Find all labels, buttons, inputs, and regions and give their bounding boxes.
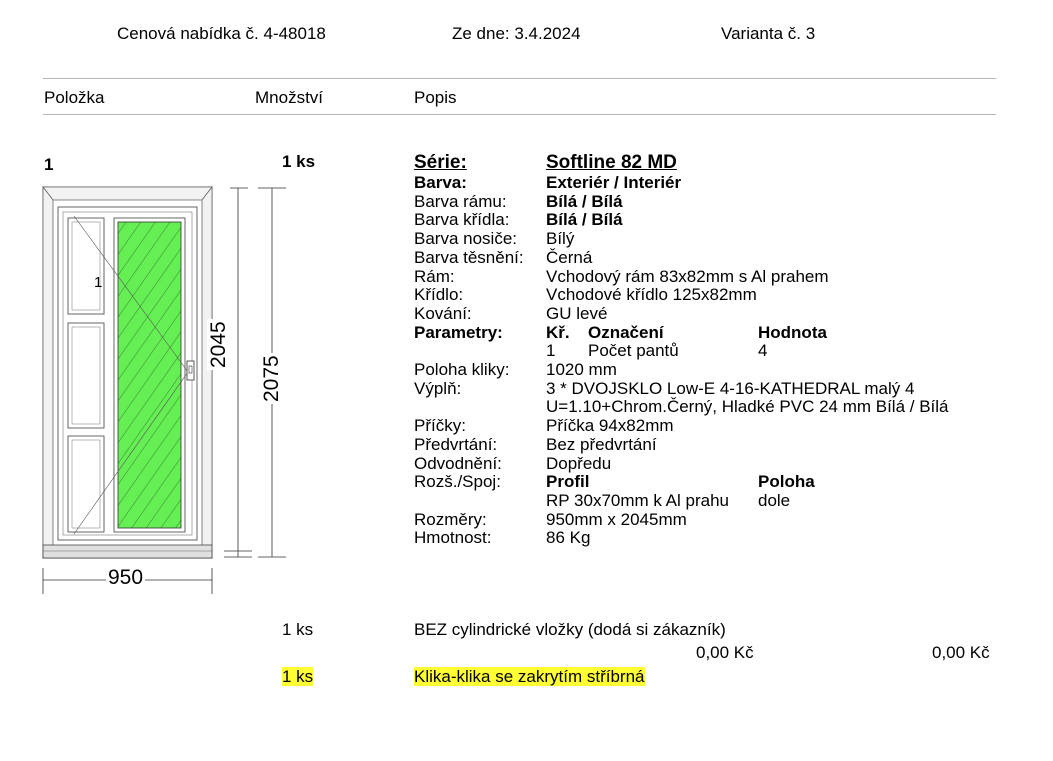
spec-label: Barva těsnění: <box>414 247 524 267</box>
spec-label: Předvrtání: <box>414 434 498 454</box>
spec-label: Odvodnění: <box>414 453 502 473</box>
joint-col-position: Poloha <box>758 472 815 492</box>
column-header-item: Položka <box>44 88 105 107</box>
joint-position: dole <box>758 490 791 510</box>
spec-value: Bez předvrtání <box>546 434 657 454</box>
sash-number-label: 1 <box>94 274 103 291</box>
accessory-qty: 1 ks <box>282 620 314 639</box>
spec-value: Vchodový rám 83x82mm s Al prahem <box>546 266 829 286</box>
joint-profile: RP 30x70mm k Al prahu <box>546 490 729 510</box>
spec-label <box>414 398 546 417</box>
dimension-2045: 2045 <box>207 321 230 368</box>
params-row-value: 4 <box>758 341 768 361</box>
series-label: Série: <box>414 152 467 173</box>
dimension-2075: 2075 <box>260 355 283 402</box>
accessory-desc: BEZ cylindrické vložky (dodá si zákazník) <box>414 620 726 639</box>
spec-value: Příčka 94x82mm <box>546 416 674 436</box>
params-row-name: Počet pantů <box>588 341 679 361</box>
column-header-desc: Popis <box>414 88 457 107</box>
spec-value: 3 * DVOJSKLO Low-E 4-16-KATHEDRAL malý 4 <box>546 378 915 398</box>
spec-label: Barva křídla: <box>414 210 510 230</box>
joint-label: Rozš./Spoj: <box>414 472 501 492</box>
joint-col-profile: Profil <box>546 472 590 492</box>
accessory-total-price: 0,00 Kč <box>932 643 990 662</box>
spec-label: Hmotnost: <box>414 528 492 548</box>
spec-value: GU levé <box>546 303 608 323</box>
spec-value: Bílá / Bílá <box>546 210 623 230</box>
spec-label: Barva: <box>414 173 467 192</box>
spec-label: Barva nosiče: <box>414 229 517 249</box>
door-drawing <box>38 180 298 600</box>
accessory-unit-price: 0,00 Kč <box>696 643 754 662</box>
item-number: 1 <box>44 155 54 174</box>
header-divider-top <box>43 78 996 79</box>
spec-value: Bílý <box>546 229 575 249</box>
accessory-qty-highlighted: 1 ks <box>282 667 314 686</box>
spec-value: 950mm x 2045mm <box>546 509 687 529</box>
params-col-name: Označení <box>588 322 664 342</box>
header-divider-bottom <box>43 114 996 115</box>
params-label: Parametry: <box>414 322 503 342</box>
offer-date: Ze dne: 3.4.2024 <box>452 24 581 43</box>
spec-label: Poloha kliky: <box>414 360 510 380</box>
params-row-kr: 1 <box>546 341 556 361</box>
spec-value: Černá <box>546 247 593 267</box>
accessory-desc-highlighted: Klika-klika se zakrytím stříbrná <box>414 667 645 686</box>
spec-value: U=1.10+Chrom.Černý, Hladké PVC 24 mm Bílá / Bílá <box>546 397 949 417</box>
spec-value: 1020 mm <box>546 360 617 380</box>
spec-value: 86 Kg <box>546 528 591 548</box>
spec-table <box>414 152 949 548</box>
column-header-qty: Množství <box>255 88 324 107</box>
spec-label: Křídlo: <box>414 285 464 305</box>
spec-label: Příčky: <box>414 416 466 436</box>
spec-value: Exteriér / Interiér <box>546 173 682 192</box>
dimension-950: 950 <box>108 566 144 589</box>
offer-number: Cenová nabídka č. 4-48018 <box>117 24 326 43</box>
spec-value: Dopředu <box>546 453 612 473</box>
spec-label: Výplň: <box>414 378 462 398</box>
spec-label: Rám: <box>414 266 455 286</box>
item-quantity: 1 ks <box>282 152 316 171</box>
offer-variant: Varianta č. 3 <box>721 24 816 43</box>
spec-label: Barva rámu: <box>414 191 507 211</box>
series-value: Softline 82 MD <box>546 152 677 173</box>
spec-label: Kování: <box>414 303 472 323</box>
params-col-value: Hodnota <box>758 322 827 342</box>
spec-value: Bílá / Bílá <box>546 191 623 211</box>
spec-value: Vchodové křídlo 125x82mm <box>546 285 757 305</box>
spec-label: Rozměry: <box>414 509 487 529</box>
params-col-kr: Kř. <box>546 322 570 342</box>
